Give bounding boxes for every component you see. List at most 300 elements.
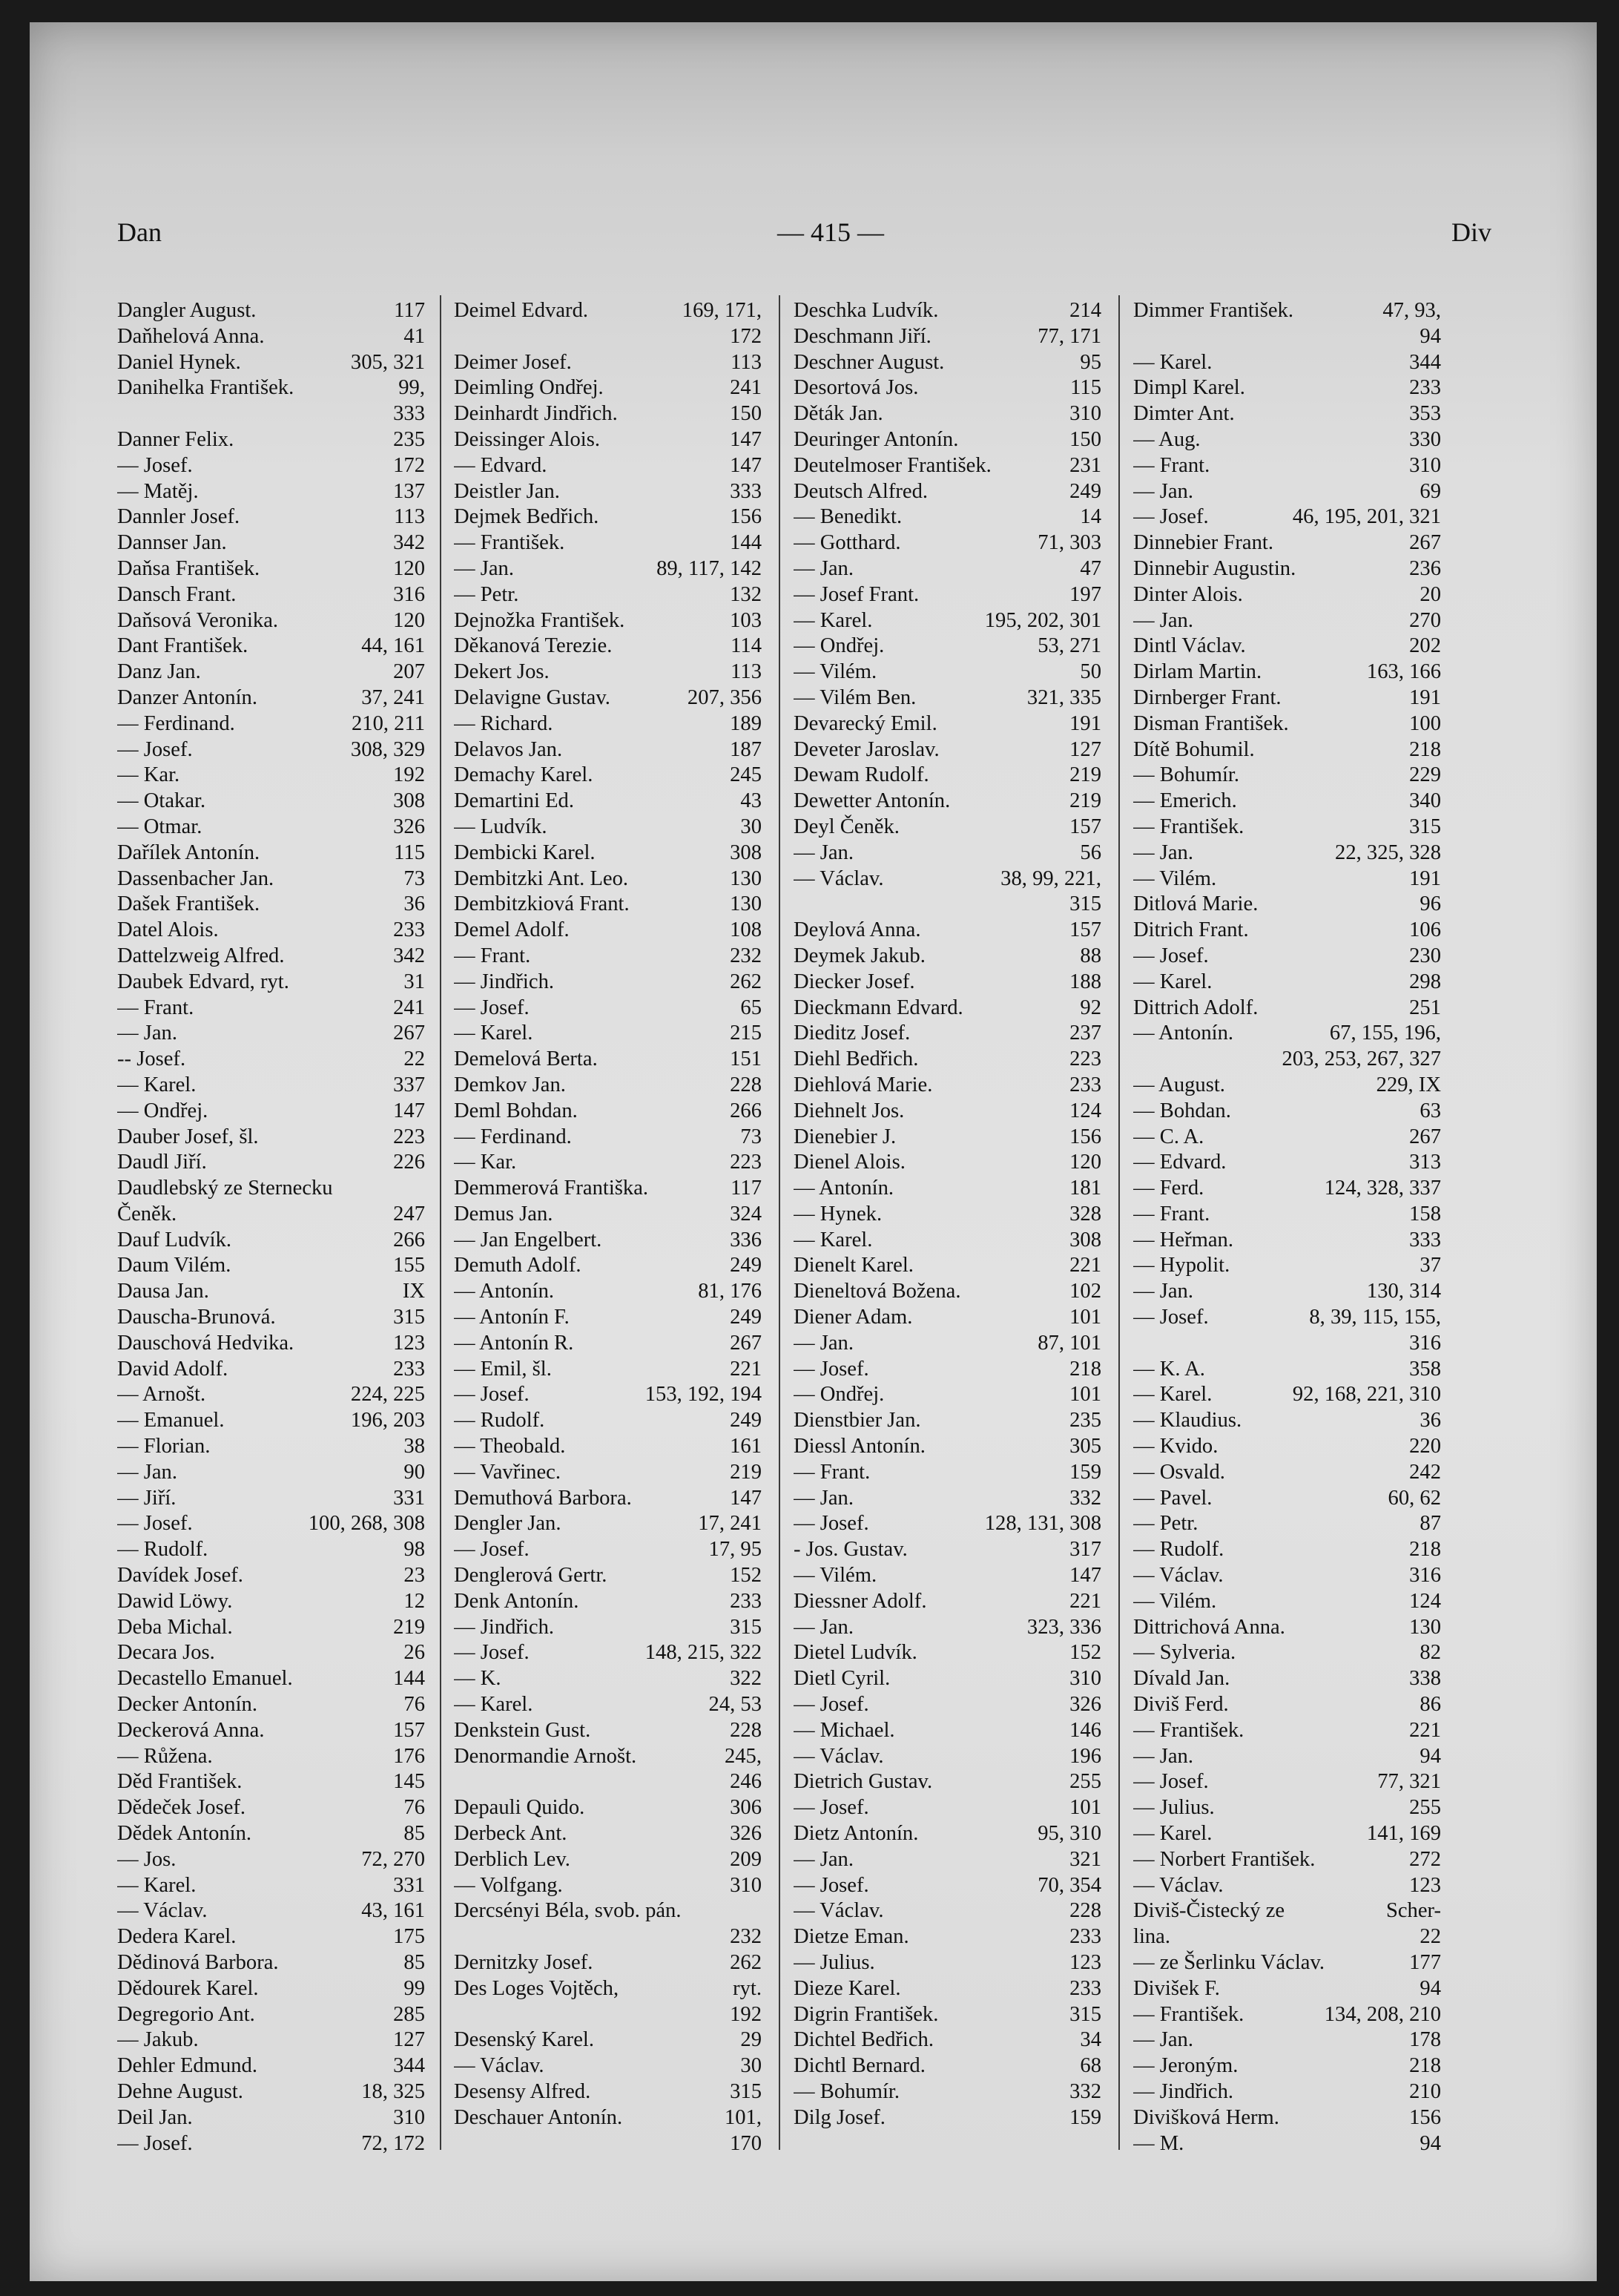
entry-name: — ze Šerlinku Václav. [1133, 1951, 1325, 1974]
index-entry [1133, 401, 1441, 427]
entry-pages: 157 [393, 1718, 425, 1742]
index-entry [1133, 685, 1441, 711]
entry-pages: 120 [393, 608, 425, 632]
index-entry [117, 1486, 425, 1512]
entry-pages: 38 [403, 1435, 425, 1458]
entry-pages: 132 [730, 582, 762, 606]
entry-name: Dauber Josef, šl. [117, 1125, 259, 1148]
entry-pages: 156 [1069, 1125, 1101, 1148]
index-entry [1133, 918, 1441, 944]
index-entry [117, 1021, 425, 1047]
index-entry [794, 892, 1101, 918]
index-entry [1133, 634, 1441, 659]
index-entry [454, 1615, 762, 1641]
index-entry [794, 530, 1101, 556]
entry-name: Dašek František. [117, 892, 260, 916]
index-entry [794, 1382, 1101, 1408]
entry-name: — Antonín. [1133, 1022, 1234, 1045]
entry-pages: 22 [1419, 1925, 1441, 1949]
entry-pages: 228 [730, 1073, 762, 1096]
entry-pages: 188 [1069, 970, 1101, 993]
index-entry [454, 556, 762, 582]
entry-pages: 92 [1080, 996, 1101, 1019]
entry-name: — Karel. [1133, 1822, 1213, 1846]
index-entry [1133, 711, 1441, 737]
entry-pages: 322 [730, 1667, 762, 1691]
entry-name: — Frant. [117, 996, 194, 1019]
entry-pages: 333 [393, 402, 425, 426]
index-entry [454, 1408, 762, 1434]
index-entry [454, 1486, 762, 1512]
entry-name: Dernitzky Josef. [454, 1951, 593, 1974]
entry-name: Dimmer František. [1133, 299, 1294, 322]
entry-name: — Antonín. [454, 1280, 555, 1303]
entry-pages: 100 [1409, 711, 1441, 735]
index-entry [1133, 324, 1441, 350]
index-entry [117, 582, 425, 608]
entry-pages: 218 [1409, 2054, 1441, 2078]
index-entry [454, 996, 762, 1022]
entry-pages: 187 [730, 737, 762, 761]
entry-name: Deschauer Antonín. [454, 2105, 623, 2129]
entry-pages: 147 [730, 453, 762, 477]
index-entry [454, 427, 762, 453]
entry-pages: 146 [1069, 1718, 1101, 1742]
index-entry [794, 375, 1101, 401]
entry-name: Demkov Jan. [454, 1073, 566, 1096]
entry-pages: 158 [1409, 1202, 1441, 1226]
entry-name: — Ferdinand. [454, 1125, 572, 1148]
index-entry [794, 2079, 1101, 2105]
entry-name: Demuth Adolf. [454, 1254, 581, 1277]
index-entry [117, 2027, 425, 2053]
entry-pages: 331 [393, 1486, 425, 1510]
index-entry [454, 1692, 762, 1718]
entry-pages: 170 [730, 2131, 762, 2155]
entry-pages: 316 [1409, 1564, 1441, 1588]
index-entry [454, 2027, 762, 2053]
index-entry [454, 815, 762, 841]
entry-name: — Emanuel. [117, 1409, 225, 1432]
entry-name: — Vavřinec. [454, 1460, 561, 1484]
entry-pages: 115 [1070, 376, 1101, 400]
index-entry [454, 1821, 762, 1847]
entry-name: — Josef. [1133, 505, 1209, 529]
entry-name: Desortová Jos. [794, 376, 919, 400]
entry-pages: 34 [1080, 2028, 1101, 2052]
entry-pages: 353 [1409, 402, 1441, 426]
entry-pages: 94 [1419, 324, 1441, 348]
index-entry [117, 1898, 425, 1924]
index-entry [794, 685, 1101, 711]
index-entry [1133, 1202, 1441, 1228]
entry-pages: 18, 325 [361, 2079, 425, 2103]
entry-name: Dimpl Karel. [1133, 376, 1245, 400]
index-entry [794, 1718, 1101, 1744]
entry-pages: 330 [1409, 427, 1441, 451]
entry-name: Derblich Lev. [454, 1847, 570, 1871]
entry-name: — Jan. [117, 1460, 178, 1484]
index-entry [794, 711, 1101, 737]
entry-name: Děták Jan. [794, 402, 883, 426]
entry-pages: 24, 53 [708, 1693, 762, 1717]
entry-name: — Florian. [117, 1435, 211, 1458]
index-entry [454, 298, 762, 324]
index-entry [454, 711, 762, 737]
index-entry [117, 918, 425, 944]
entry-name: Diener Adam. [794, 1306, 913, 1329]
index-entry [117, 1847, 425, 1873]
index-entry [794, 298, 1101, 324]
entry-name: — Josef. [794, 1693, 869, 1717]
index-entry [1133, 608, 1441, 634]
entry-pages: 308 [393, 789, 425, 813]
entry-pages: 130 [1409, 1615, 1441, 1639]
entry-name: — Arnošt. [117, 1383, 206, 1407]
entry-name: Demmerová Františka. [454, 1177, 649, 1200]
entry-name: — Josef. [454, 996, 530, 1019]
entry-pages: 53, 271 [1038, 634, 1101, 658]
index-entry [117, 1615, 425, 1641]
index-entry [454, 737, 762, 763]
index-entry [794, 1666, 1101, 1692]
entry-name: — Vilém. [794, 660, 877, 684]
index-entry [454, 685, 762, 711]
entry-pages: 207, 356 [687, 685, 762, 709]
index-entry [454, 2105, 762, 2131]
index-entry [117, 841, 425, 866]
entry-pages: 76 [403, 1693, 425, 1717]
entry-pages: 316 [1409, 1331, 1441, 1355]
entry-pages: 219 [1069, 789, 1101, 813]
index-entry [454, 1873, 762, 1899]
entry-pages: 172 [393, 453, 425, 477]
entry-name: — Julius. [1133, 1796, 1215, 1820]
entry-name: Dekert Jos. [454, 660, 550, 684]
entry-name: — Jindřich. [454, 970, 555, 993]
index-entry [794, 1125, 1101, 1151]
entry-name: Dewetter Antonín. [794, 789, 951, 813]
index-entry [1133, 427, 1441, 453]
entry-pages: 344 [393, 2054, 425, 2078]
entry-pages: 267 [1409, 531, 1441, 555]
entry-name: Daňhelová Anna. [117, 324, 265, 348]
entry-pages: 221 [1069, 1254, 1101, 1277]
entry-name: Davídek Josef. [117, 1564, 243, 1588]
entry-name: — Karel. [1133, 350, 1213, 374]
index-entry [1133, 1511, 1441, 1537]
index-entry [117, 1692, 425, 1718]
index-entry [1133, 1563, 1441, 1589]
index-entry [454, 1847, 762, 1873]
entry-name: Diviš-Čistecký ze [1133, 1899, 1285, 1923]
entry-name: Dembicki Karel. [454, 841, 596, 864]
entry-name: Denormandie Arnošt. [454, 1744, 637, 1768]
entry-name: Dedera Karel. [117, 1925, 237, 1949]
entry-name: — Antonín R. [454, 1331, 574, 1355]
entry-pages: 228 [1069, 1899, 1101, 1923]
entry-pages: 233 [393, 1357, 425, 1381]
index-entry [454, 1640, 762, 1666]
entry-pages: 123 [393, 1331, 425, 1355]
index-entry [1133, 1460, 1441, 1486]
entry-pages: 65 [740, 996, 762, 1019]
entry-name: — Edvard. [1133, 1151, 1227, 1174]
entry-name: — Jan. [117, 1022, 178, 1045]
entry-name: — Julius. [794, 1951, 875, 1974]
index-entry [117, 479, 425, 505]
entry-name: Diehlová Marie. [794, 1073, 933, 1096]
entry-pages: 229, IX [1376, 1073, 1441, 1096]
entry-pages: 247 [393, 1202, 425, 1226]
index-entry [794, 401, 1101, 427]
entry-name: Danz Jan. [117, 660, 201, 684]
entry-pages: 76 [403, 1796, 425, 1820]
entry-name: — Kar. [454, 1151, 517, 1174]
entry-name: Deschmann Jiří. [794, 324, 931, 348]
entry-name: — Sylveria. [1133, 1641, 1236, 1665]
entry-name: — Karel. [1133, 970, 1213, 993]
entry-pages: 147 [1069, 1564, 1101, 1588]
index-entry [117, 504, 425, 530]
entry-name: Des Loges Vojtěch, [454, 1976, 619, 2000]
index-entry [1133, 789, 1441, 815]
entry-name: Dinter Alois. [1133, 582, 1243, 606]
index-entry [454, 1073, 762, 1099]
entry-name: — Rudolf. [454, 1409, 545, 1432]
entry-name: — Frant. [794, 1460, 871, 1484]
entry-pages: 71, 303 [1038, 531, 1101, 555]
entry-pages: 94 [1419, 1744, 1441, 1768]
entry-name: Deutelmoser František. [794, 453, 992, 477]
index-column-1 [117, 298, 425, 2157]
index-entry [117, 763, 425, 789]
entry-name: — Josef. [454, 1383, 530, 1407]
entry-name: Daňsová Veronika. [117, 608, 279, 632]
entry-pages: 233 [1409, 376, 1441, 400]
entry-name: — Jan. [1133, 1280, 1194, 1303]
entry-pages: 223 [730, 1151, 762, 1174]
index-entry [794, 504, 1101, 530]
entry-name: — Ludvík. [454, 815, 547, 838]
index-entry [1133, 1279, 1441, 1305]
entry-name: Decker Antonín. [117, 1693, 257, 1717]
index-entry [1133, 453, 1441, 479]
entry-pages: 50 [1080, 660, 1101, 684]
index-entry [1133, 1847, 1441, 1873]
index-entry [454, 324, 762, 350]
index-entry [454, 892, 762, 918]
entry-name: Disman František. [1133, 711, 1289, 735]
index-entry [117, 1202, 425, 1228]
entry-name: — Josef. [794, 1512, 869, 1536]
entry-pages: 242 [1409, 1460, 1441, 1484]
index-entry [794, 1769, 1101, 1795]
entry-pages: 226 [393, 1151, 425, 1174]
entry-pages: 189 [730, 711, 762, 735]
entry-pages: 175 [393, 1925, 425, 1949]
entry-pages: 228 [730, 1718, 762, 1742]
entry-pages: 156 [1409, 2105, 1441, 2129]
entry-name: Dimter Ant. [1133, 402, 1235, 426]
entry-pages: 147 [730, 1486, 762, 1510]
page-number: — 415 — [777, 217, 884, 247]
entry-pages: 232 [730, 1925, 762, 1949]
entry-name: Daum Vilém. [117, 1254, 231, 1277]
entry-pages: 22, 325, 328 [1335, 841, 1441, 864]
index-entry [794, 324, 1101, 350]
entry-pages: 123 [1069, 1951, 1101, 1974]
entry-pages: 195, 202, 301 [984, 608, 1101, 632]
index-entry [1133, 737, 1441, 763]
index-entry [1133, 504, 1441, 530]
entry-pages: 223 [393, 1125, 425, 1148]
entry-name: — Jiří. [117, 1486, 177, 1510]
index-entry [454, 2053, 762, 2079]
entry-name: Dinnebier Frant. [1133, 531, 1273, 555]
entry-pages: IX [402, 1280, 425, 1303]
entry-pages: 150 [730, 402, 762, 426]
entry-name: Dienstbier Jan. [794, 1409, 921, 1432]
entry-name: Deylová Anna. [794, 918, 921, 942]
entry-name: Dannler Josef. [117, 505, 240, 529]
entry-name: — Bohumír. [1133, 763, 1239, 787]
entry-pages: 197 [1069, 582, 1101, 606]
entry-pages: 317 [1069, 1538, 1101, 1562]
index-entry [117, 1408, 425, 1434]
index-entry [1133, 298, 1441, 324]
index-entry [794, 634, 1101, 659]
entry-pages: 230 [1409, 944, 1441, 967]
entry-pages: 120 [1069, 1151, 1101, 1174]
entry-pages: 255 [1069, 1770, 1101, 1794]
entry-pages: 324 [730, 1202, 762, 1226]
entry-name: Diessl Antonín. [794, 1435, 926, 1458]
entry-pages: 249 [1069, 479, 1101, 503]
index-entry [454, 1331, 762, 1357]
entry-name: — Ferdinand. [117, 711, 235, 735]
entry-pages: 47 [1080, 556, 1101, 580]
entry-pages: 233 [393, 918, 425, 942]
index-entry [117, 2079, 425, 2105]
index-entry [454, 659, 762, 685]
entry-pages: 333 [730, 479, 762, 503]
index-entry [117, 1718, 425, 1744]
entry-pages: 316 [393, 582, 425, 606]
entry-name: — Jan. [454, 556, 515, 580]
entry-name: Dauf Ludvík. [117, 1228, 232, 1251]
entry-name: — Jan. [1133, 479, 1194, 503]
entry-pages: 308, 329 [350, 737, 425, 761]
entry-name: Dembitzkiová Frant. [454, 892, 630, 916]
entry-name: — Karel. [794, 1228, 873, 1251]
entry-pages: 169, 171, [682, 299, 762, 322]
entry-name: — Kar. [117, 763, 180, 787]
entry-name: — Kvido. [1133, 1435, 1219, 1458]
entry-pages: 310 [1409, 453, 1441, 477]
index-entry [117, 1125, 425, 1151]
entry-pages: 101, [724, 2105, 762, 2129]
entry-name: — Josef. [1133, 1770, 1209, 1794]
index-entry [794, 1228, 1101, 1254]
entry-name: — Josef. [454, 1538, 530, 1562]
entry-pages: 117 [394, 299, 425, 322]
entry-pages: 63 [1419, 1099, 1441, 1122]
entry-pages: 72, 270 [361, 1847, 425, 1871]
entry-pages: 90 [403, 1460, 425, 1484]
entry-name: Dietel Ludvík. [794, 1641, 917, 1665]
index-entry [454, 763, 762, 789]
entry-pages: 157 [1069, 918, 1101, 942]
entry-name: Dehler Edmund. [117, 2054, 257, 2078]
index-entry [794, 2027, 1101, 2053]
entry-name: Danner Felix. [117, 427, 234, 451]
entry-pages: 106 [1409, 918, 1441, 942]
index-entry [1133, 1615, 1441, 1641]
index-entry [117, 1924, 425, 1950]
entry-pages: 26 [403, 1641, 425, 1665]
entry-name: — Josef. [1133, 944, 1209, 967]
index-entry [117, 1666, 425, 1692]
index-entry [794, 918, 1101, 944]
entry-pages: 210, 211 [351, 711, 425, 735]
entry-pages: 159 [1069, 1460, 1101, 1484]
entry-pages: 255 [1409, 1796, 1441, 1820]
entry-name: Deimer Josef. [454, 350, 572, 374]
index-entry [454, 1769, 762, 1795]
entry-name: Demel Adolf. [454, 918, 570, 942]
entry-pages: 358 [1409, 1357, 1441, 1381]
entry-name: Dieditz Josef. [794, 1022, 911, 1045]
entry-name: Daubek Edvard, ryt. [117, 970, 289, 993]
entry-pages: 163, 166 [1366, 660, 1441, 684]
entry-pages: 87, 101 [1038, 1331, 1101, 1355]
entry-pages: 310 [393, 2105, 425, 2129]
entry-name: — K. A. [1133, 1357, 1205, 1381]
index-entry [454, 582, 762, 608]
index-entry [117, 1744, 425, 1770]
entry-name: Dieckmann Edvard. [794, 996, 963, 1019]
entry-pages: 47, 93, [1382, 299, 1441, 322]
entry-name: Danzer Antonín. [117, 685, 257, 709]
index-entry [1133, 659, 1441, 685]
entry-pages: 73 [740, 1125, 762, 1148]
entry-name: Demuthová Barbora. [454, 1486, 632, 1510]
entry-pages: 152 [1069, 1641, 1101, 1665]
index-entry [454, 375, 762, 401]
entry-name: — Hypolit. [1133, 1254, 1230, 1277]
entry-pages: 235 [1069, 1409, 1101, 1432]
header-right-keyword: Div [1451, 217, 1491, 247]
entry-pages: 41 [403, 324, 425, 348]
entry-pages: 215 [730, 1022, 762, 1045]
entry-name: Demus Jan. [454, 1202, 553, 1226]
entry-pages: 306 [730, 1796, 762, 1820]
index-entry [794, 1744, 1101, 1770]
column-divider [779, 295, 780, 2150]
index-entry [117, 1976, 425, 2002]
entry-pages: 108 [730, 918, 762, 942]
entry-name: — František. [1133, 1718, 1244, 1742]
entry-name: — Vilém. [794, 1564, 877, 1588]
index-entry [117, 815, 425, 841]
entry-name: Divišek F. [1133, 1976, 1220, 2000]
entry-pages: 12 [403, 1589, 425, 1613]
entry-name: Deistler Jan. [454, 479, 560, 503]
entry-name: — Rudolf. [117, 1538, 208, 1562]
index-entry [794, 608, 1101, 634]
entry-name: Deinhardt Jindřich. [454, 402, 618, 426]
